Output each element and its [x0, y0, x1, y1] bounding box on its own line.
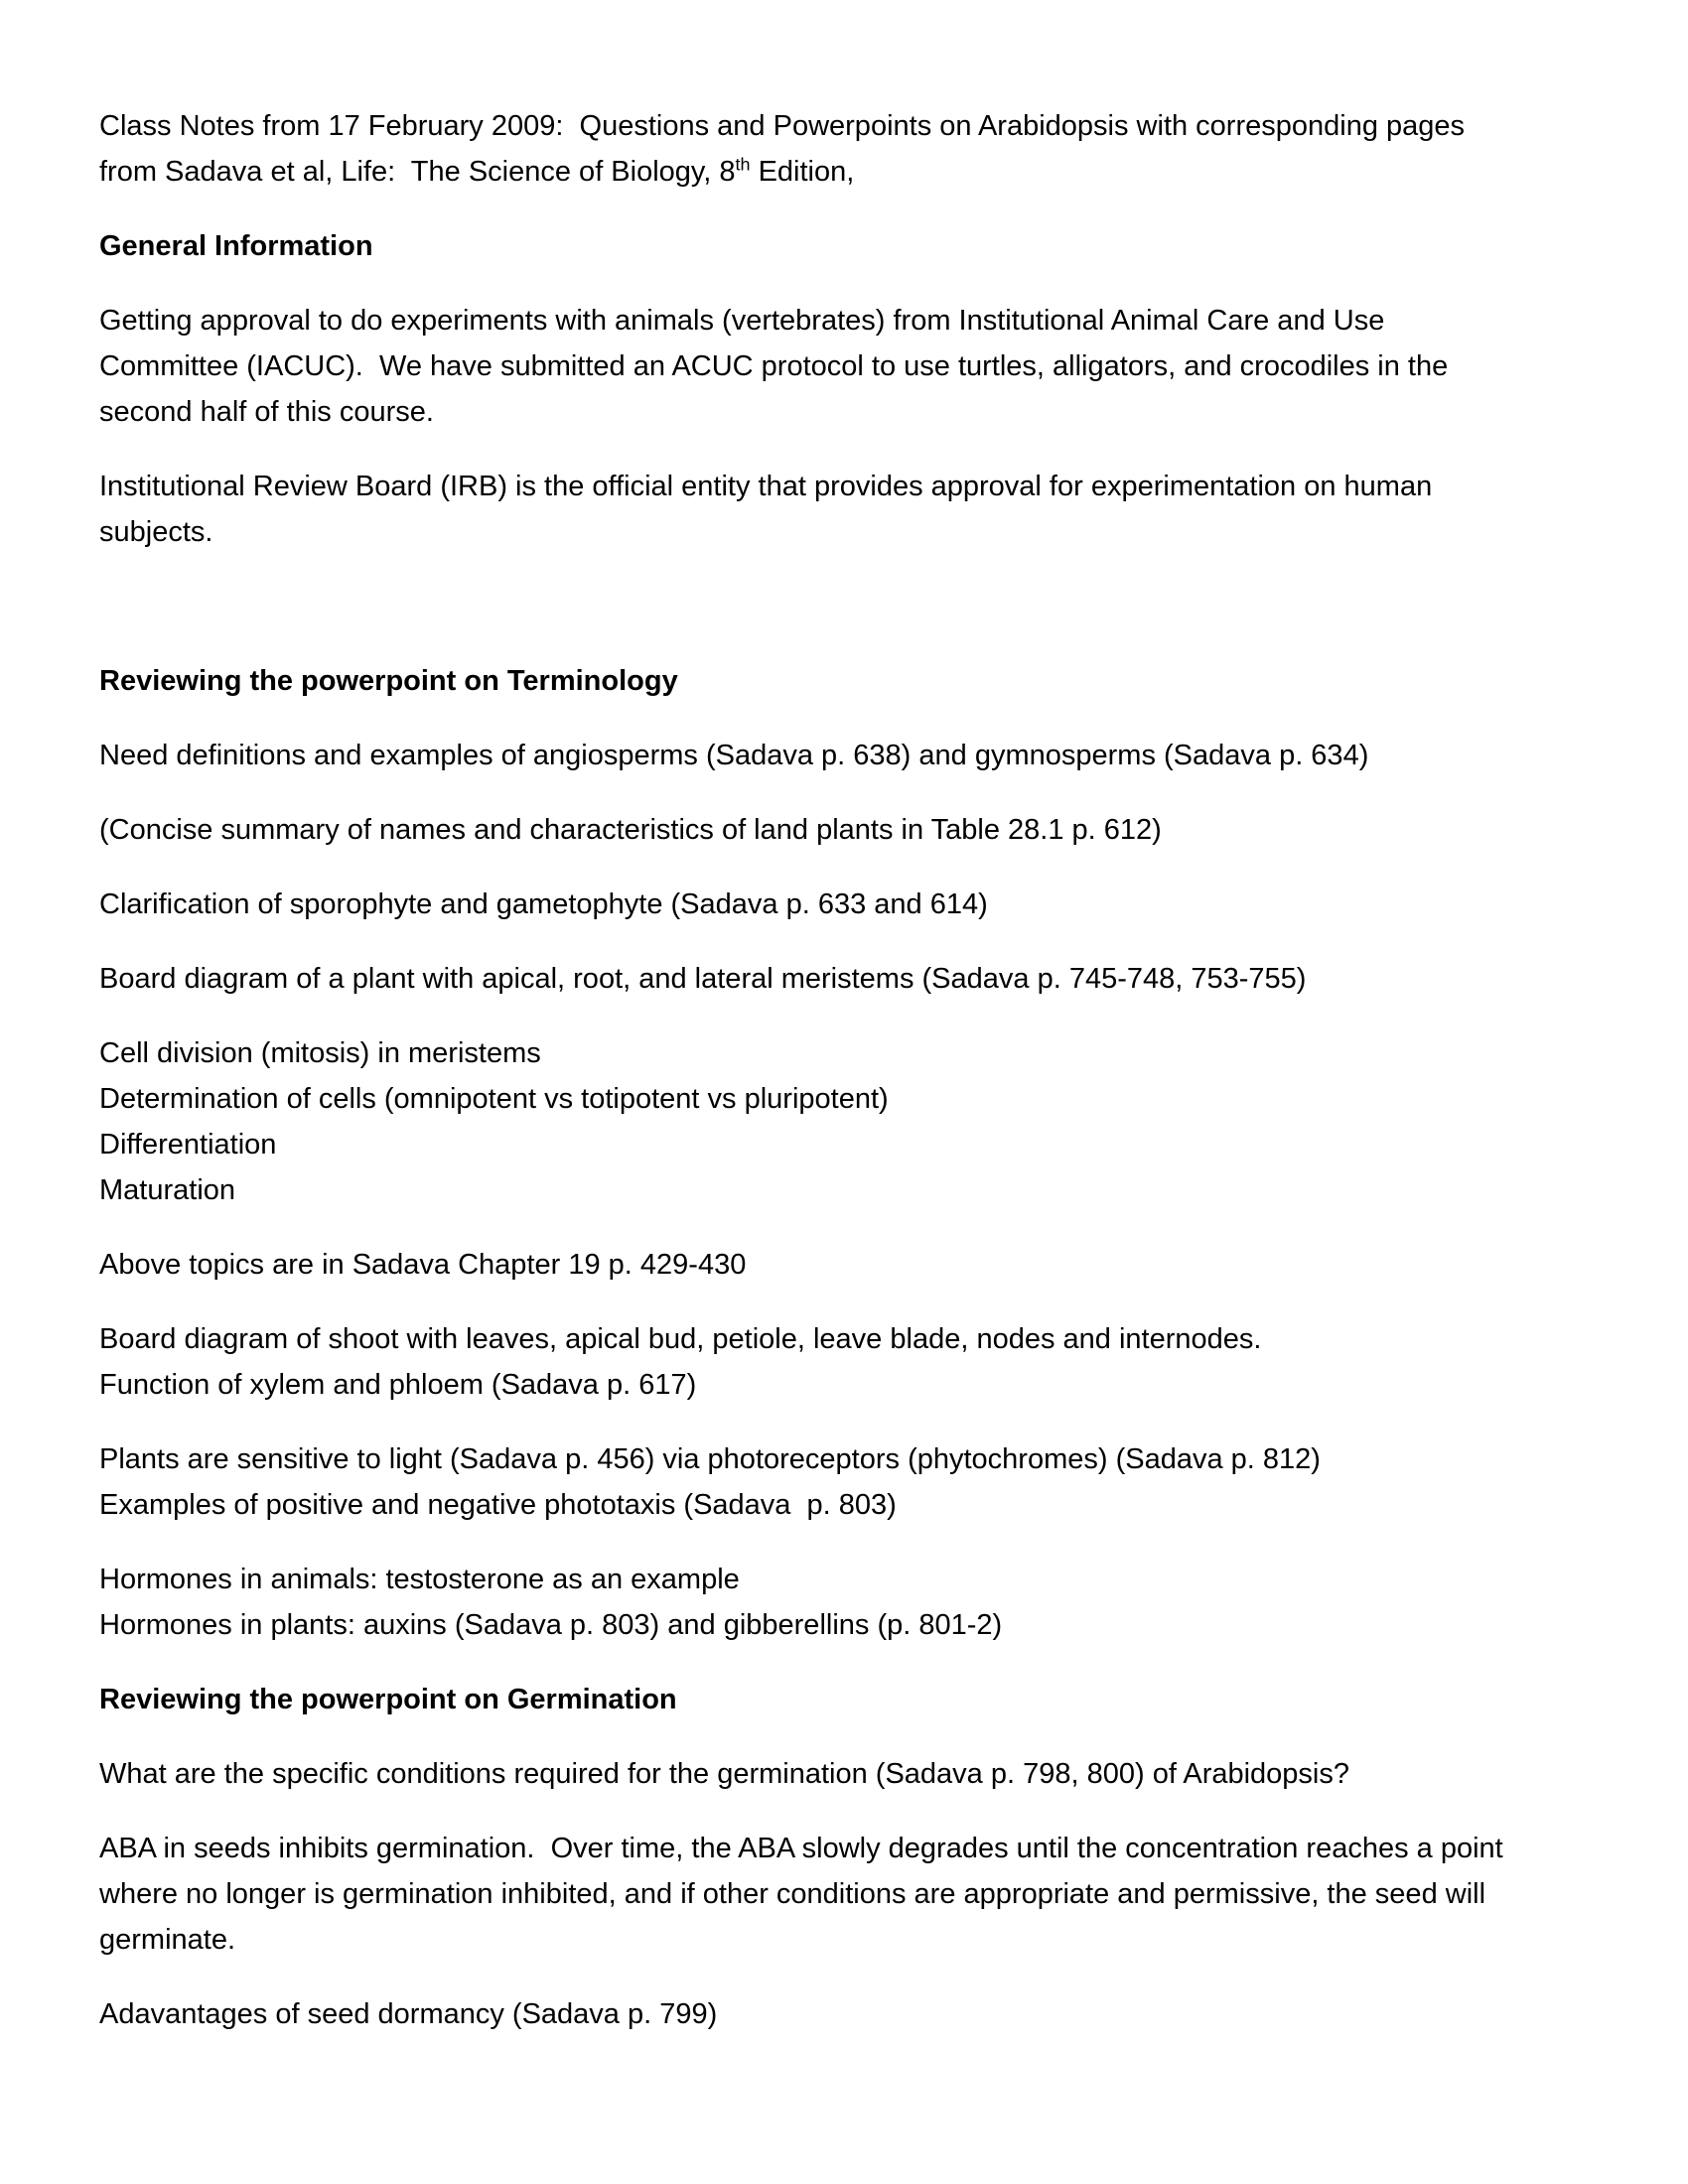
- heading-text: Reviewing the powerpoint on Germination: [99, 1684, 677, 1715]
- heading-text: General Information: [99, 230, 373, 262]
- paragraph-light: [99, 1436, 1648, 1528]
- text-line: Plants are sensitive to light (Sadava p. 456) via photoreceptors (phytochromes) (Sadava p. 812): [99, 1443, 1321, 1475]
- paragraph-shoot: [99, 1316, 1648, 1408]
- text-line: Maturation: [99, 1174, 236, 1206]
- paragraph-iacuc: [99, 298, 1648, 435]
- paragraph-above-topics: [99, 1242, 1648, 1288]
- text-line: Board diagram of shoot with leaves, apical bud, petiole, leave blade, nodes and internodes.: [99, 1323, 1262, 1355]
- heading-germination: [99, 1677, 1648, 1722]
- text-line: germinate.: [99, 1924, 236, 1956]
- text-line: Hormones in animals: testosterone as an example: [99, 1564, 740, 1595]
- text-line: What are the specific conditions required for the germination (Sadava p. 798, 800) of Arabidopsis?: [99, 1758, 1350, 1790]
- text-line: Board diagram of a plant with apical, root, and lateral meristems (Sadava p. 745-748, 753-755): [99, 963, 1307, 995]
- paragraph-title: [99, 103, 1648, 195]
- paragraph-board-plant: [99, 956, 1648, 1002]
- text-line: Above topics are in Sadava Chapter 19 p. 429-430: [99, 1249, 747, 1281]
- text-line: Cell division (mitosis) in meristems: [99, 1037, 541, 1069]
- text-line: Committee (IACUC). We have submitted an ACUC protocol to use turtles, alligators, and crocodiles in the: [99, 350, 1449, 382]
- paragraph-what-conditions: [99, 1751, 1648, 1797]
- text-line: Examples of positive and negative phototaxis (Sadava p. 803): [99, 1489, 897, 1521]
- blank-paragraph: [99, 584, 1648, 629]
- text-line: ABA in seeds inhibits germination. Over time, the ABA slowly degrades until the concentration reaches a point: [99, 1833, 1503, 1864]
- paragraph-advantages: [99, 1991, 1648, 2037]
- paragraph-aba: [99, 1826, 1648, 1963]
- text-line: second half of this course.: [99, 396, 434, 428]
- heading-general-information: [99, 223, 1648, 269]
- text-line: Class Notes from 17 February 2009: Questions and Powerpoints on Arabidopsis with corresponding pages: [99, 110, 1466, 142]
- paragraph-meristem-topics: [99, 1030, 1648, 1213]
- paragraph-irb: [99, 464, 1648, 555]
- text-line: (Concise summary of names and characteristics of land plants in Table 28.1 p. 612): [99, 814, 1162, 846]
- paragraph-hormones: [99, 1557, 1648, 1648]
- text-line: Need definitions and examples of angiosperms (Sadava p. 638) and gymnosperms (Sadava p. 634): [99, 740, 1369, 771]
- text-line: Hormones in plants: auxins (Sadava p. 803) and gibberellins (p. 801-2): [99, 1609, 1003, 1641]
- text-line: Getting approval to do experiments with animals (vertebrates) from Institutional Animal Care and Use: [99, 305, 1385, 337]
- text-line: Differentiation: [99, 1129, 277, 1160]
- heading-text: Reviewing the powerpoint on Terminology: [99, 665, 678, 697]
- title-line2-post: Edition,: [750, 156, 855, 188]
- text-line: [99, 149, 1648, 195]
- text-line: Determination of cells (omnipotent vs totipotent vs pluripotent): [99, 1083, 889, 1115]
- text-line: Function of xylem and phloem (Sadava p. 617): [99, 1369, 697, 1401]
- text-line: Institutional Review Board (IRB) is the official entity that provides approval for experimentation on human: [99, 471, 1433, 502]
- paragraph-clarification: [99, 882, 1648, 927]
- text-line: Adavantages of seed dormancy (Sadava p. 799): [99, 1998, 718, 2030]
- text-line: subjects.: [99, 516, 213, 548]
- paragraph-concise-summary: [99, 807, 1648, 853]
- text-line: Clarification of sporophyte and gametophyte (Sadava p. 633 and 614): [99, 888, 988, 920]
- heading-terminology: [99, 658, 1648, 704]
- superscript-th: th: [735, 154, 751, 175]
- text-line: where no longer is germination inhibited, and if other conditions are appropriate and permissive, the seed will: [99, 1878, 1486, 1910]
- paragraph-need-definitions: [99, 733, 1648, 778]
- title-line2-pre: from Sadava et al, Life: The Science of Biology, 8: [99, 156, 736, 188]
- document-content: [99, 103, 1648, 2066]
